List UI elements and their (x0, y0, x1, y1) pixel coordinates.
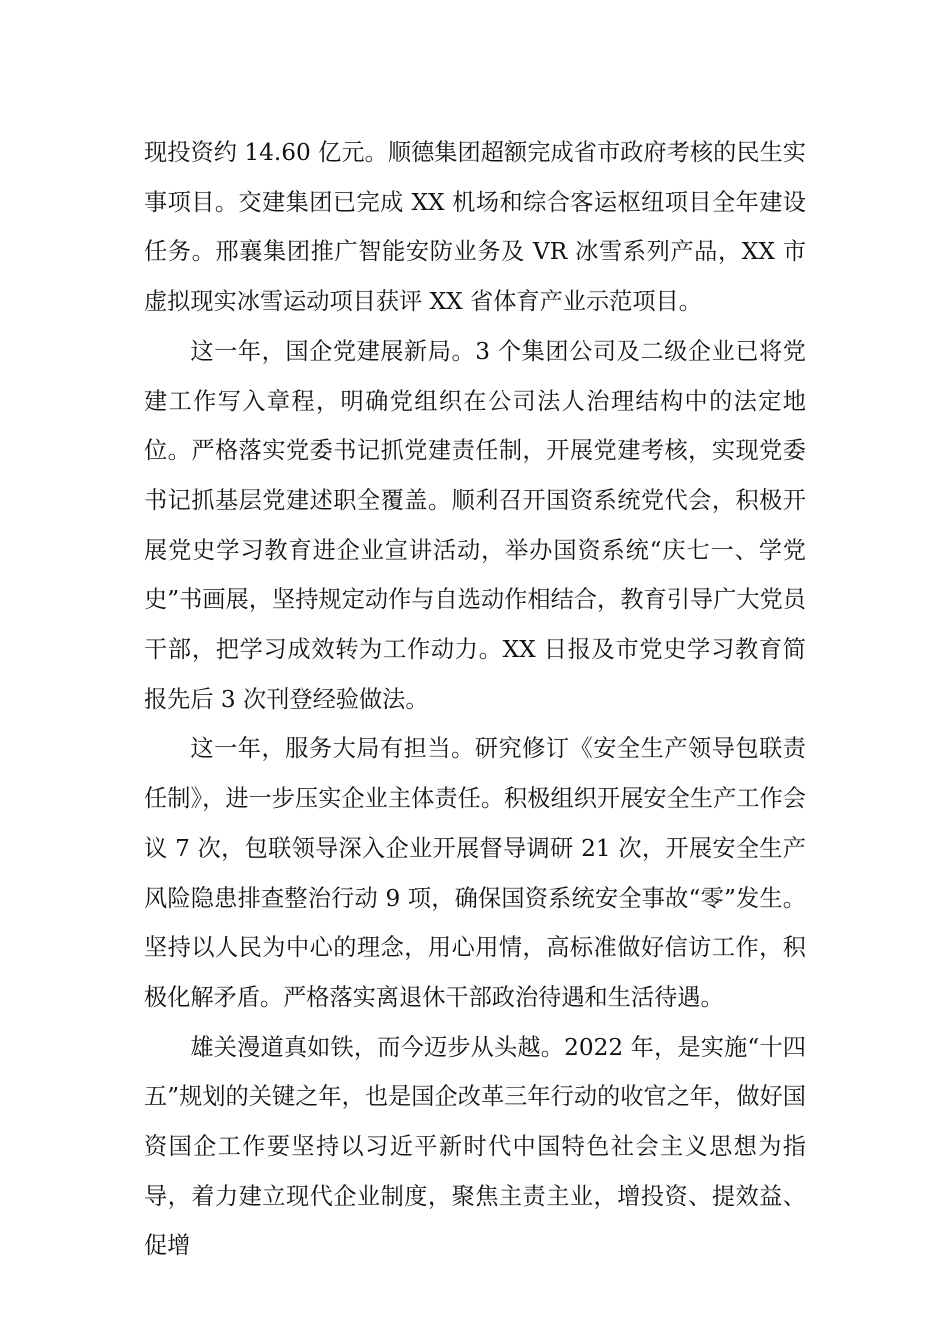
paragraph-1: 现投资约 14.60 亿元。顺德集团超额完成省市政府考核的民生实事项目。交建集团已完成 XX 机场和综合客运枢纽项目全年建设任务。邢襄集团推广智能安防业务及 VR 冰雪系列产品，XX 市虚拟现实冰雪运动项目获评 XX 省体育产业示范项目。 (144, 139, 807, 316)
document-body (144, 128, 806, 1271)
paragraph-3: 这一年，服务大局有担当。研究修订《安全生产领导包联责任制》，进一步压实企业主体责任。积极组织开展安全生产工作会议 7 次，包联领导深入企业开展督导调研 21 次，开展安全生产风险隐患排查整治行动 9 项，确保国资系统安全事故“零”发生。坚持以人民为中心的理念，用心用情，高标准做好信访工作，积极化解矛盾。严格落实离退休干部政治待遇和生活待遇。 (144, 735, 806, 1011)
paragraph-4: 雄关漫道真如铁，而今迈步从头越。2022 年，是实施“十四五”规划的关键之年，也是国企改革三年行动的收官之年，做好国资国企工作要坚持以习近平新时代中国特色社会主义思想为指导，着力建立现代企业制度，聚焦主责主业，增投资、提效益、促增 (144, 1033, 806, 1260)
paragraph-2: 这一年，国企党建展新局。3 个集团公司及二级企业已将党建工作写入章程，明确党组织在公司法人治理结构中的法定地位。严格落实党委书记抓党建责任制，开展党建考核，实现党委书记抓基层党建述职全覆盖。顺利召开国资系统党代会，积极开展党史学习教育进企业宣讲活动，举办国资系统“庆七一、学党史”书画展，坚持规定动作与自选动作相结合，教育引导广大党员干部，把学习成效转为工作动力。XX 日报及市党史学习教育简报先后 3 次刊登经验做法。 (144, 337, 806, 713)
